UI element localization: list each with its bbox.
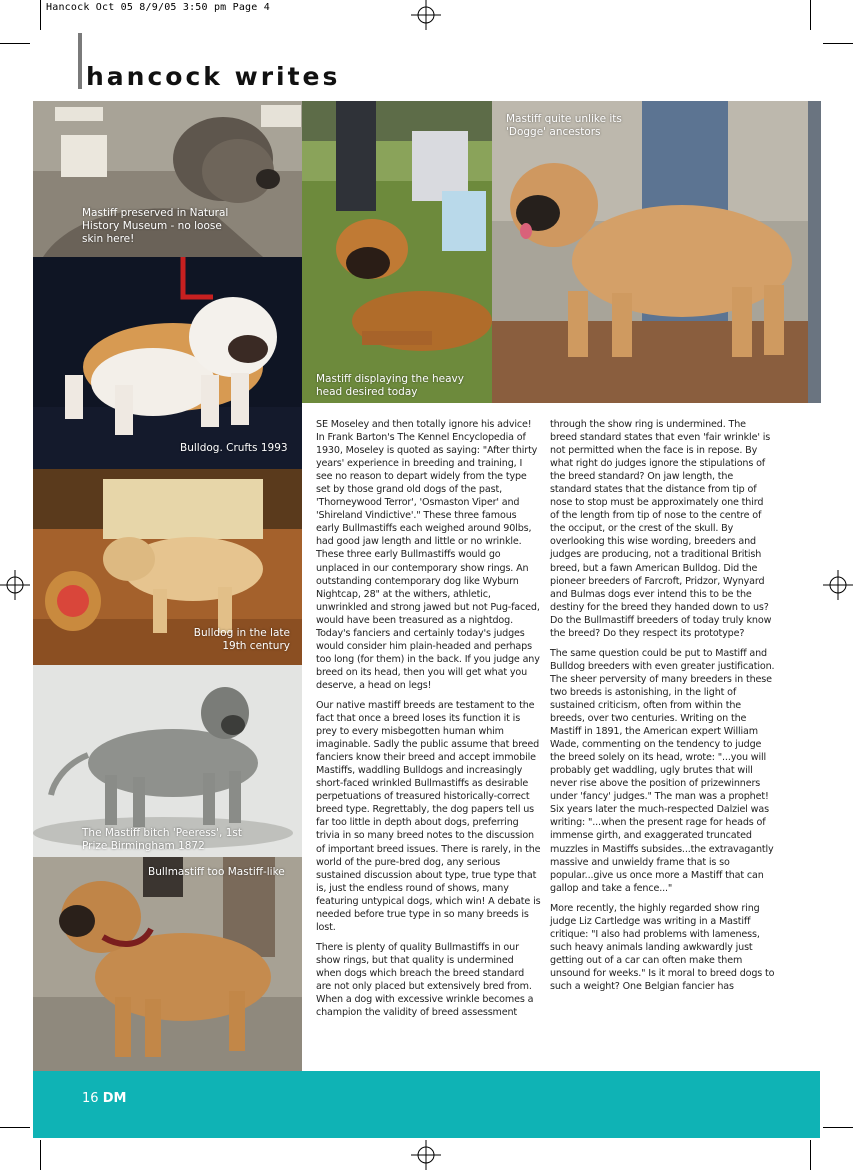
crop-mark [823, 1127, 853, 1128]
article-paragraph: SE Moseley and then totally ignore his advice! In Frank Barton's The Kennel Encyclopedia of 1930, Moseley is quoted as saying: "After thirty years' experience in breeding and training, I see no reason to depart widely from the type set by those grand old dogs of the past, 'Thorneywood Terror', 'Osmaston Viper' and 'Shireland Vindictive'." These three famous early Bullmastiffs each weighed around 90lbs, had good jaw length and little or no wrinkle. These three early Bullmastiffs would go unplaced in our contemporary show rings. An outstanding contemporary dog like Wyburn Nightcap, 28" at the withers, athletic, unwrinkled and strong jawed but not Pug-faced, would have been treasured as a nightdog. Today's fanciers and certainly today's judges would consider him plain-headed and perhaps too long (for them) in the back. If you judge any breed on its head, then you will get what you deserve, a head on legs! [316, 419, 540, 691]
article-paragraph: Our native mastiff breeds are testament to the fact that once a breed loses its function it is prey to every misbegotten human whim imaginable. Sadly the public assume that breed fanciers know their breed and accept immobile Mastiffs, waddling Bulldogs and increasingly short-faced wrinkled Bullmastiffs as desirable perpetuations of treasured historically-correct breed type. Regrettably, the dog papers tell us far too little in depth about dogs, preferring trivia in so many breed notes to the discussion of important breed issues. There is rarely, in the world of the pure-bred dog, any serious sustained discussion about type, true type that is, just the endless round of shows, many featuring untypical dogs, which win! A debate is needed before true type in so many breeds is lost. [316, 699, 541, 933]
printer-slug: Hancock Oct 05 8/9/05 3:50 pm Page 4 [46, 2, 270, 13]
crop-mark [810, 0, 811, 30]
photo-mastiff-dogge [492, 101, 821, 403]
photo-caption: Mastiff quite unlike its 'Dogge' ancestors [506, 113, 622, 138]
crop-mark [823, 43, 853, 44]
article-column-2 [550, 418, 775, 1000]
magazine-abbreviation: DM [102, 1091, 127, 1106]
photo-caption: Mastiff displaying the heavy head desired today [316, 373, 464, 398]
registration-mark-icon [411, 0, 441, 30]
article-paragraph: More recently, the highly regarded show ring judge Liz Cartledge was writing in a Mastiff critique: "I also had problems with lameness, such heavy animals landing awkwardly just getting out of a car can often make them unsound for weeks." Is it moral to breed dogs to such a weight? One Belgian fancier has [550, 902, 775, 992]
article-paragraph: There is plenty of quality Bullmastiffs in our show rings, but that quality is undermined when dogs which breach the breed standard are not only placed but extensively bred from. When a dog with excessive wrinkle becomes a champion the validity of breed assessment [316, 941, 534, 1019]
registration-mark-icon [411, 1140, 441, 1170]
page-title: hancock writes [86, 62, 341, 91]
page-number [82, 1091, 126, 1106]
article-paragraph: through the show ring is undermined. The breed standard states that even 'fair wrinkle' is not permitted when the face is in repose. By what right do judges ignore the stipulations of the breed standard? On jaw length, the standard states that the distance from tip of nose to stop must be approximately one third of the length from tip of nose to the centre of the occiput, or the crest of the skull. By overlooking this wise wording, breeders and judges are producing, not a traditional British breed, but a fawn American Bulldog. Did the pioneer breeders of Farcroft, Pridzor, Wynyard and Bulmas dogs ever intend this to be the destiny for the breed they handed down to us? Do the Bullmastiff breeders of today truly know the breed? Do they respect its prototype? [550, 419, 772, 639]
photo-caption: Bulldog. Crufts 1993 [180, 442, 288, 454]
photo-mastiff-heavy-head [302, 101, 492, 403]
crop-mark [0, 1127, 30, 1128]
title-accent-bar [78, 33, 82, 89]
registration-mark-icon [0, 570, 30, 600]
footer-band [33, 1071, 820, 1138]
photo-caption: Bullmastiff too Mastiff-like [148, 866, 285, 878]
photo-caption: Bulldog in the late 19th century [193, 627, 290, 652]
photo-caption: Mastiff preserved in Natural History Museum - no loose skin here! [82, 207, 229, 245]
article-column-1 [316, 418, 541, 1026]
crop-mark [40, 1140, 41, 1170]
photo-bulldog-crufts [33, 257, 302, 469]
crop-mark [40, 0, 41, 30]
crop-mark [0, 43, 30, 44]
photo-caption: The Mastiff bitch 'Peeress', 1st Prize Birmingham 1872 [82, 827, 242, 852]
registration-mark-icon [823, 570, 853, 600]
crop-mark [810, 1140, 811, 1170]
page-number-value: 16 [82, 1091, 99, 1106]
photo-bullmastiff [33, 857, 302, 1071]
article-paragraph: The same question could be put to Mastiff and Bulldog breeders with even greater justification. The sheer perversity of many breeders in these two breeds is astonishing, in the light of sustained criticism, often from within the breeds, over two centuries. Writing on the Mastiff in 1891, the American expert William Wade, commenting on the tendency to judge the breed solely on its head, wrote: "...you will probably get waddling, ugly brutes that will never rise above the position of prizewinners under 'fancy' judges." The man was a prophet! Six years later the much-respected Dalziel was writing: "...when the present rage for heads of immense girth, and exaggerated truncated muzzles in Mastiffs subsides...the extravagantly massive and unwieldy frame that is so popular...give us once more a Mastiff that can gallop and take a fence..." [550, 647, 775, 894]
